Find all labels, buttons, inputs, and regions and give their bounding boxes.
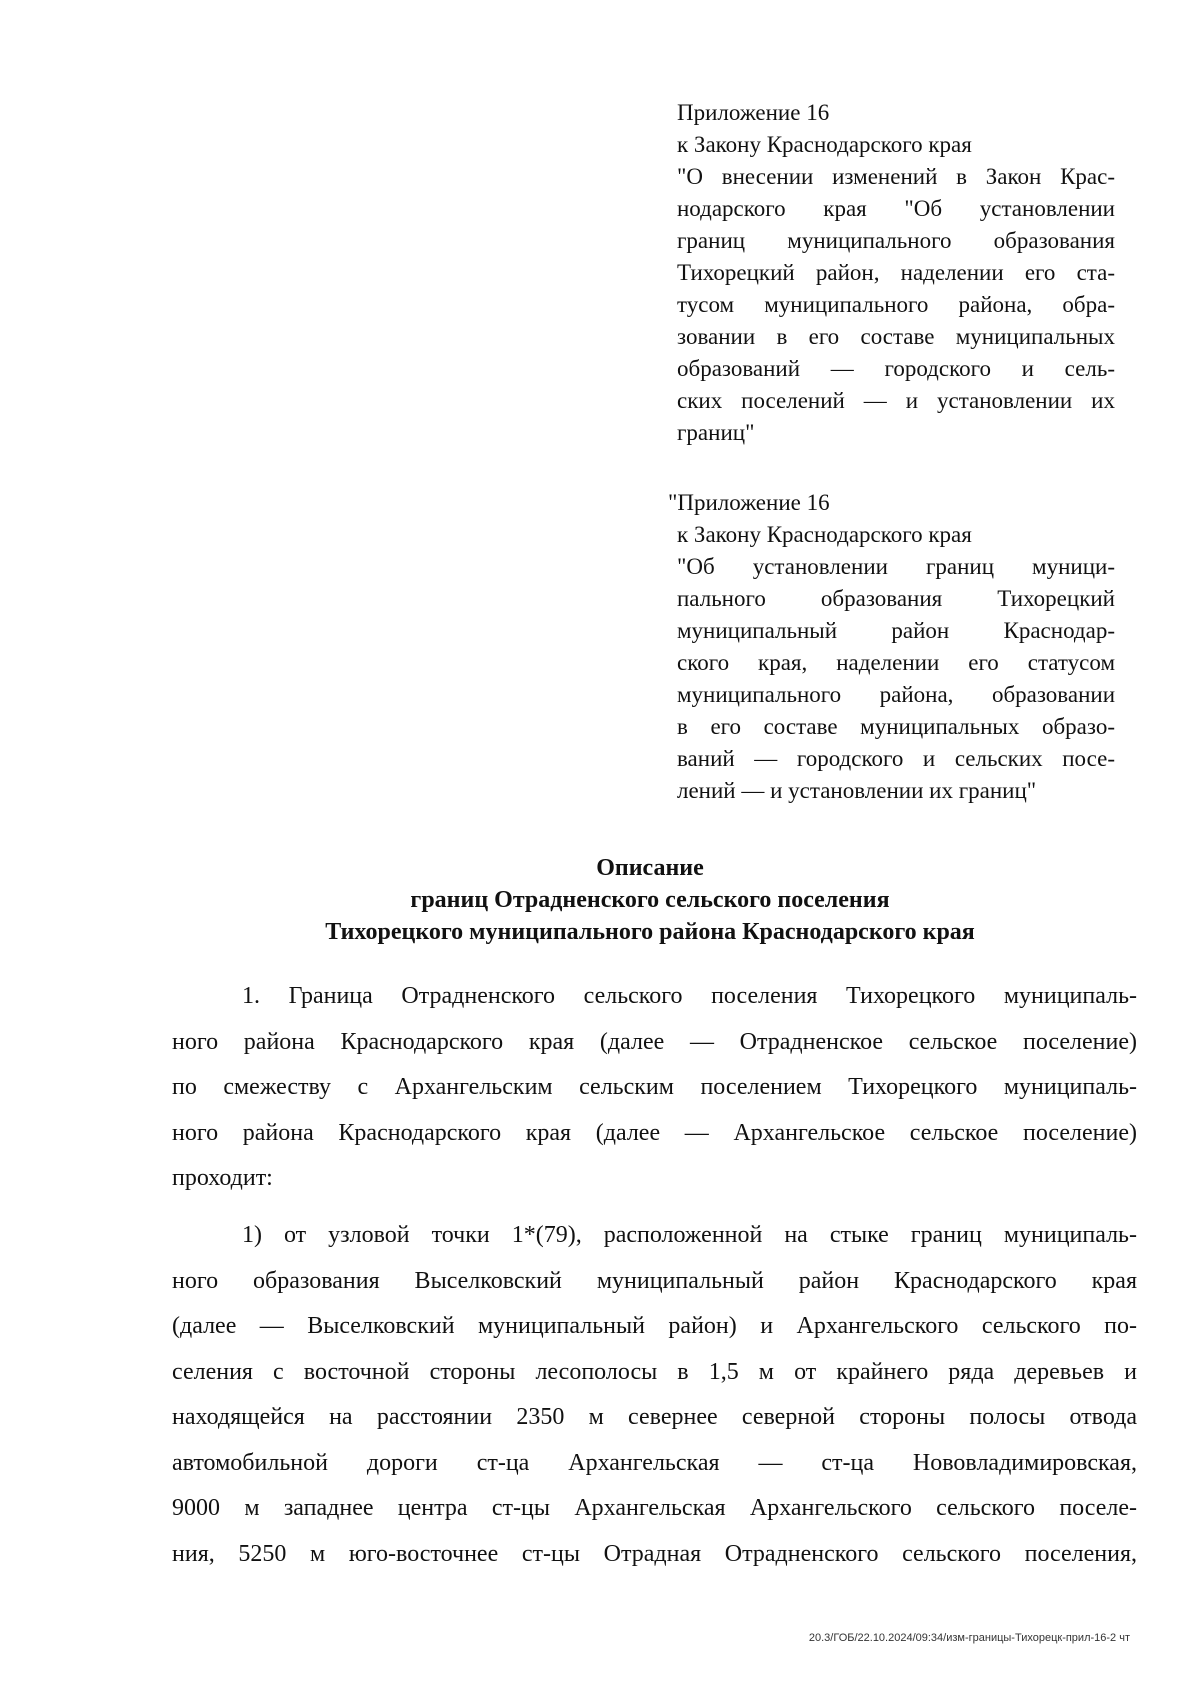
- appendix-line: пального образования Тихорецкий: [677, 586, 1115, 611]
- appendix-line: муниципального района, образовании: [677, 682, 1115, 707]
- appendix-line: образований — городского и сель-: [677, 356, 1115, 381]
- appendix-line: Приложение 16: [677, 100, 830, 125]
- paragraph-line: ного района Краснодарского края (далее — Архангельское сельское поселение): [172, 1119, 1137, 1146]
- appendix-line: к Закону Краснодарского края: [677, 522, 972, 547]
- appendix-header-amended-law: [668, 487, 1115, 807]
- appendix-line: к Закону Краснодарского края: [677, 132, 972, 157]
- paragraph-line: 1. Граница Отрадненского сельского поселения Тихорецкого муниципаль-: [242, 983, 1137, 1009]
- paragraph-line: 1) от узловой точки 1*(79), расположенной на стыке границ муниципаль-: [242, 1222, 1137, 1248]
- paragraph-2: [172, 1213, 1137, 1577]
- appendix-line: тусом муниципального района, обра-: [677, 292, 1115, 317]
- appendix-line: муниципальный район Краснодар-: [677, 618, 1115, 643]
- paragraph-line: находящейся на расстоянии 2350 м севернее северной стороны полосы отвода: [172, 1404, 1137, 1430]
- appendix-line: "О внесении изменений в Закон Крас-: [677, 164, 1115, 189]
- appendix-line: границ муниципального образования: [677, 228, 1115, 253]
- appendix-line: зовании в его составе муниципальных: [677, 324, 1115, 349]
- paragraph-line: (далее — Выселковский муниципальный район) и Архангельского сельского по-: [172, 1313, 1137, 1339]
- document-title: [150, 852, 1150, 948]
- appendix-line: ских поселений — и установлении их: [677, 388, 1115, 413]
- appendix-line: "Приложение 16: [668, 490, 830, 515]
- paragraph-line: ного района Краснодарского края (далее — Отрадненское сельское поселение): [172, 1028, 1137, 1055]
- title-line: Тихорецкого муниципального района Краснодарского края: [325, 919, 975, 945]
- paragraph-line: селения с восточной стороны лесополосы в 1,5 м от крайнего ряда деревьев и: [172, 1358, 1137, 1385]
- paragraph-line: по смежеству с Архангельским сельским поселением Тихорецкого муниципаль-: [172, 1074, 1137, 1100]
- appendix-line: лений — и установлении их границ": [677, 778, 1037, 803]
- paragraph-line: автомобильной дороги ст-ца Архангельская — ст-ца Нововладимировская,: [172, 1449, 1137, 1476]
- paragraph-line: ния, 5250 м юго-восточнее ст-цы Отрадная Отрадненского сельского поселения,: [172, 1540, 1137, 1567]
- appendix-line: границ": [677, 420, 755, 445]
- appendix-line: "Об установлении границ муници-: [677, 554, 1115, 579]
- paragraph-line: 9000 м западнее центра ст-цы Архангельская Архангельского сельского поселе-: [172, 1495, 1137, 1521]
- appendix-line: ского края, наделении его статусом: [677, 650, 1115, 675]
- appendix-line: в его составе муниципальных образо-: [677, 714, 1115, 739]
- appendix-header-current-law: [677, 97, 1115, 449]
- appendix-line: нодарского края "Об установлении: [677, 196, 1115, 221]
- title-line: Описание: [596, 855, 704, 881]
- title-line: границ Отрадненского сельского поселения: [410, 887, 890, 913]
- paragraph-1: [172, 974, 1137, 1202]
- appendix-line: ваний — городского и сельских посе-: [677, 746, 1115, 771]
- paragraph-line: ного образования Выселковский муниципальный район Краснодарского края: [172, 1267, 1137, 1294]
- document-footer-code: 20.3/ГОБ/22.10.2024/09:34/изм-границы-Тихорецк-прил-16-2 чт: [808, 1632, 1130, 1644]
- paragraph-line: проходит:: [172, 1165, 273, 1191]
- appendix-line: Тихорецкий район, наделении его ста-: [677, 260, 1115, 285]
